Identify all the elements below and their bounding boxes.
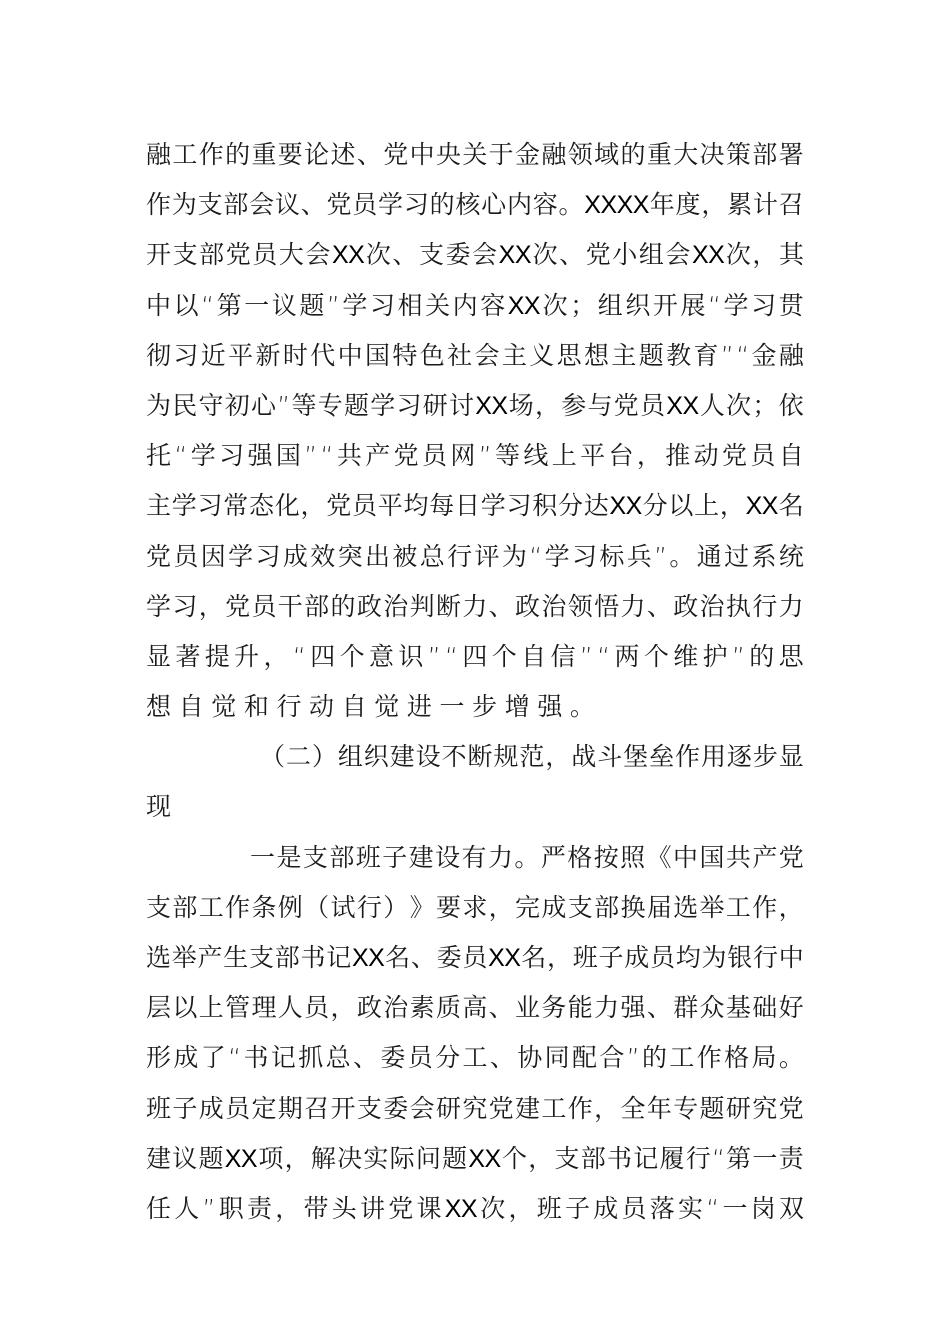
paragraph-line: 支 部 工 作 条 例 （ 试 行 ） 》 要 求 ， 完 成 支 部 换 届 选 举 工 作 ， <box>146 892 804 922</box>
paragraph-line: 中 以 “ 第 一 议 题 ” 学 习 相 关 内 容 XX 次 ； 组 织 开 展 “ 学 习 贯 <box>146 290 804 320</box>
paragraph-line: 为 民 守 初 心 ” 等 专 题 学 习 研 讨 XX 场 ， 参 与 党 员 XX 人 次 ； 依 <box>146 390 804 420</box>
paragraph-line: 融 工 作 的 重 要 论 述 、 党 中 央 关 于 金 融 领 域 的 重 大 决 策 部 署 <box>146 140 804 169</box>
paragraph-line: 开 支 部 党 员 大 会 XX 次 、 支 委 会 XX 次 、 党 小 组 会 XX 次 ， 其 <box>146 240 804 270</box>
paragraph-line: 显 著 提 升 ， “ 四 个 意 识 ” “ 四 个 自 信 ” “ 两 个 维 护 ” 的 思 <box>146 641 804 671</box>
paragraph-line: 彻 习 近 平 新 时 代 中 国 特 色 社 会 主 义 思 想 主 题 教 育 ” “ 金 融 <box>146 340 804 370</box>
paragraph-line: 班 子 成 员 定 期 召 开 支 委 会 研 究 党 建 工 作 ， 全 年 专 题 研 究 党 <box>146 1093 804 1123</box>
paragraph-line: 任 人 ” 职 责 ， 带 头 讲 党 课 XX 次 ， 班 子 成 员 落 实 “ 一 岗 双 <box>146 1193 804 1223</box>
paragraph-line: 一 是 支 部 班 子 建 设 有 力 。 严 格 按 照 《 中 国 共 产 党 <box>250 842 804 872</box>
paragraph-line: 托 “ 学 习 强 国 ” “ 共 产 党 员 网 ” 等 线 上 平 台 ， 推 动 党 员 自 <box>146 441 804 471</box>
text-column <box>146 130 804 1234</box>
paragraph-line: 党 员 因 学 习 成 效 突 出 被 总 行 评 为 “ 学 习 标 兵 ” 。 通 过 系 统 <box>146 541 804 571</box>
paragraph-line: 形 成 了 “ 书 记 抓 总 、 委 员 分 工 、 协 同 配 合 ” 的 工 作 格 局 。 <box>146 1043 804 1073</box>
paragraph-line: 主 学 习 常 态 化 ， 党 员 平 均 每 日 学 习 积 分 达 XX 分 以 上 ， XX 名 <box>146 491 804 521</box>
paragraph-line: 作 为 支 部 会 议 、 党 员 学 习 的 核 心 内 容 。 XXXX 年 度 ， 累 计 召 <box>146 190 804 220</box>
paragraph-line: 选 举 产 生 支 部 书 记 XX 名 、 委 员 XX 名 ， 班 子 成 员 均 为 银 行 中 <box>146 943 804 972</box>
paragraph-line: 建 议 题 XX 项 ， 解 决 实 际 问 题 XX 个 ， 支 部 书 记 履 行 “ 第 一 责 <box>146 1143 804 1173</box>
section-heading-line: （ 二 ） 组 织 建 设 不 断 规 范 ， 战 斗 堡 垒 作 用 逐 步 显 <box>260 742 804 772</box>
paragraph-line: 层 以 上 管 理 人 员 ， 政 治 素 质 高 、 业 务 能 力 强 、 群 众 基 础 好 <box>146 993 804 1023</box>
section-heading-line: 现 <box>146 792 172 822</box>
paragraph-line: 学 习 ， 党 员 干 部 的 政 治 判 断 力 、 政 治 领 悟 力 、 政 治 执 行 力 <box>146 591 804 621</box>
paragraph-line: 想 自 觉 和 行 动 自 觉 进 一 步 增 强 。 <box>146 692 595 722</box>
